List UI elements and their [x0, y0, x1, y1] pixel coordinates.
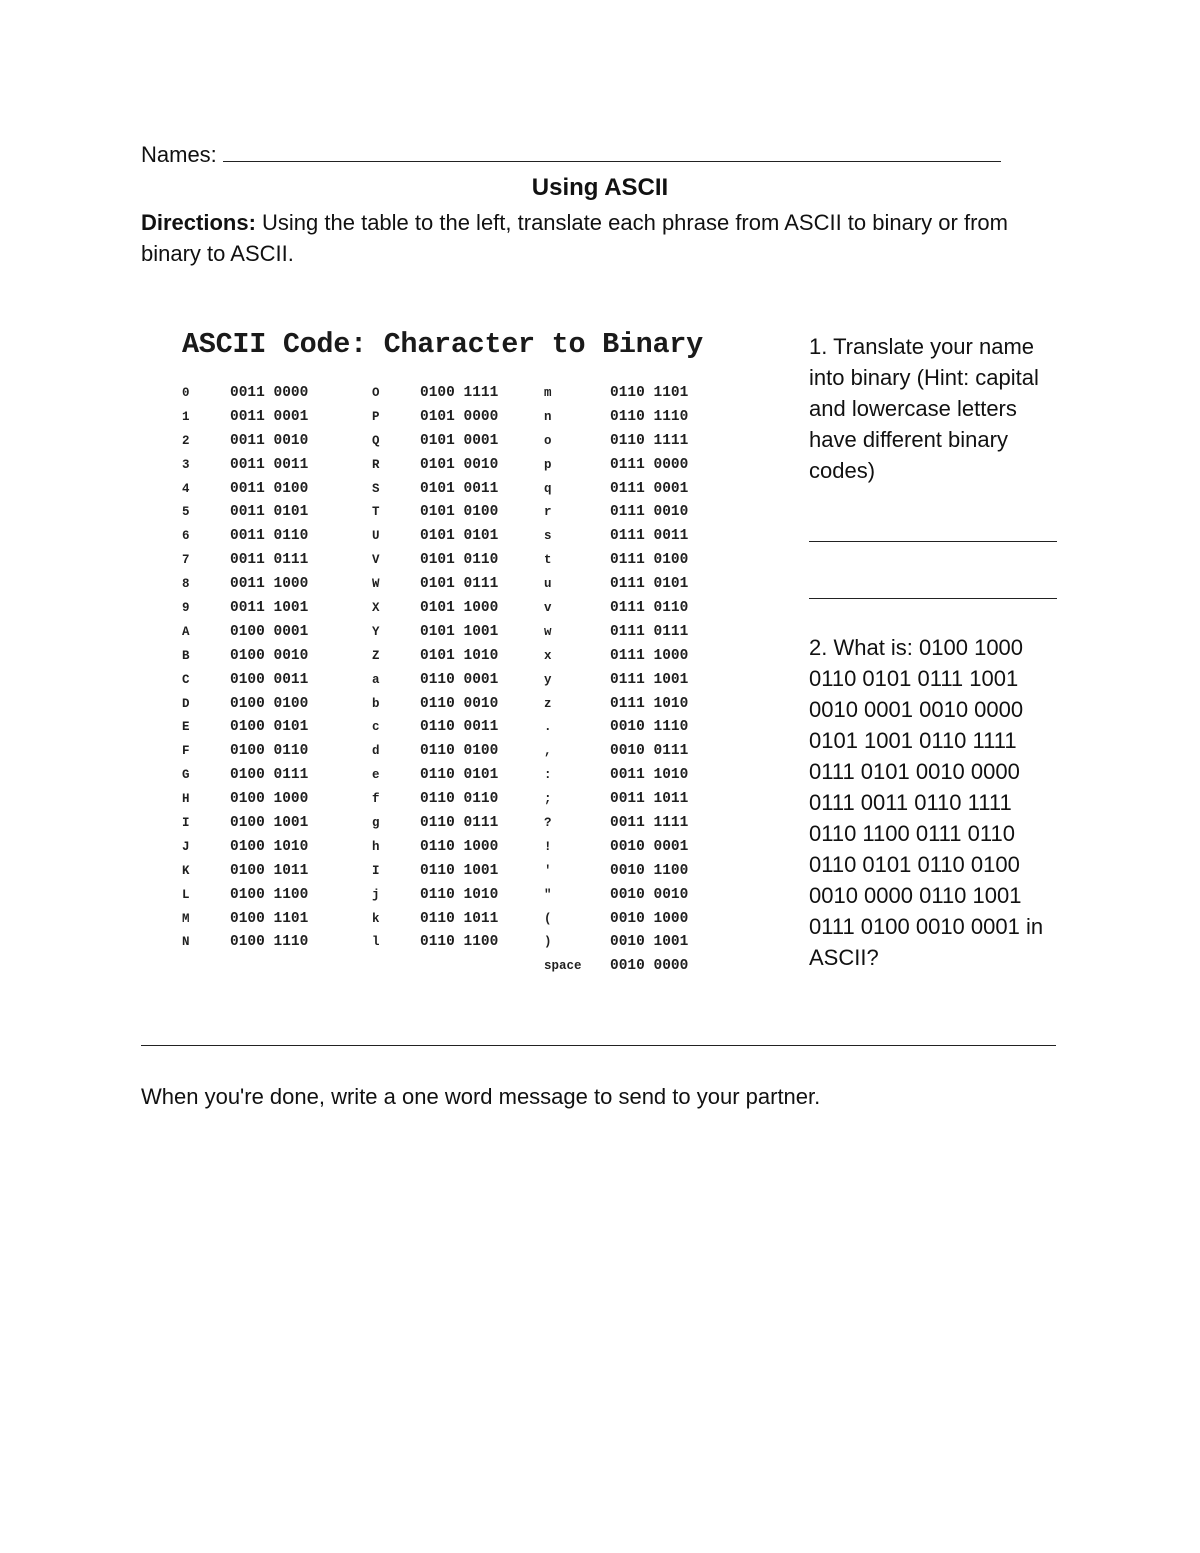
ascii-character: 6 — [182, 529, 190, 544]
ascii-binary-code: 0101 0000 — [420, 408, 499, 425]
ascii-character: y — [544, 672, 552, 687]
ascii-character: Y — [372, 624, 380, 639]
names-label: Names: — [141, 142, 217, 167]
ascii-binary-code: 0100 1011 — [230, 862, 309, 879]
ascii-binary-code: 0100 0011 — [230, 671, 309, 688]
ascii-binary-code: 0011 1010 — [610, 767, 689, 784]
ascii-character: L — [182, 887, 190, 902]
ascii-character: D — [182, 696, 190, 711]
ascii-character: ! — [544, 839, 552, 854]
ascii-character: 3 — [182, 457, 190, 472]
directions-label: Directions: — [141, 210, 256, 235]
ascii-binary-code: 0100 0001 — [230, 623, 309, 640]
ascii-character: H — [182, 792, 190, 807]
ascii-binary-code: 0110 1000 — [420, 838, 499, 855]
question-2: 2. What is: 0100 1000 0110 0101 0111 1001 0010 0001 0010 0000 0101 1001 0110 1111 0111 0101 0010 0000 0111 0011 0110 1111 0110 1100 0111 0110 0110 0101 0110 0100 0010 0000 0110 1001 0111 0100 0010 0001 in ASCII? — [809, 635, 1044, 970]
ascii-binary-code: 0100 0100 — [230, 695, 309, 712]
ascii-character: I — [372, 863, 380, 878]
ascii-character: q — [544, 481, 552, 496]
ascii-character: G — [182, 768, 190, 783]
ascii-binary-code: 0010 1100 — [610, 862, 689, 879]
ascii-binary-code: 0100 0101 — [230, 719, 309, 736]
ascii-binary-code: 0111 0111 — [610, 623, 689, 640]
ascii-character: h — [372, 839, 380, 854]
ascii-character: t — [544, 553, 552, 568]
ascii-character: O — [372, 386, 380, 400]
ascii-binary-code: 0110 1111 — [610, 432, 689, 449]
ascii-character: space — [544, 959, 582, 974]
ascii-binary-code: 0011 1011 — [610, 791, 689, 808]
ascii-binary-code: 0011 0011 — [230, 456, 309, 473]
ascii-binary-code: 0101 1000 — [420, 600, 499, 617]
ascii-character: 1 — [182, 409, 190, 424]
ascii-binary-code: 0110 0011 — [420, 719, 499, 736]
ascii-binary-code: 0101 0100 — [420, 504, 499, 521]
ascii-binary-code: 0111 0001 — [610, 480, 689, 497]
ascii-character: A — [182, 624, 190, 639]
ascii-character: r — [544, 505, 552, 520]
ascii-table-title: ASCII Code: Character to Binary — [182, 328, 703, 361]
ascii-binary-code: 0110 1001 — [420, 862, 499, 879]
ascii-character: B — [182, 648, 190, 663]
ascii-binary-code: 0101 0011 — [420, 480, 499, 497]
ascii-character: b — [372, 696, 380, 711]
ascii-character: x — [544, 648, 552, 663]
ascii-binary-code: 0011 0111 — [230, 552, 309, 569]
ascii-binary-code: 0110 1011 — [420, 910, 499, 927]
ascii-character: " — [544, 887, 552, 902]
ascii-character: P — [372, 409, 380, 424]
ascii-character: n — [544, 409, 552, 424]
ascii-binary-code: 0010 1000 — [610, 910, 689, 927]
directions-text: Using the table to the left, translate each phrase from ASCII to binary or from binary to ASCII. — [141, 210, 1008, 266]
ascii-binary-code: 0011 0100 — [230, 480, 309, 497]
ascii-binary-code: 0110 0010 — [420, 695, 499, 712]
ascii-character: ) — [544, 935, 552, 950]
ascii-binary-code: 0110 0110 — [420, 791, 499, 808]
names-field — [141, 140, 1001, 170]
directions — [141, 207, 1041, 269]
ascii-character: C — [182, 672, 190, 687]
ascii-character: c — [372, 720, 380, 735]
ascii-binary-code: 0101 0101 — [420, 528, 499, 545]
ascii-binary-code: 0010 0000 — [610, 958, 689, 975]
ascii-character: Z — [372, 648, 380, 663]
ascii-character: 5 — [182, 505, 190, 520]
answer-line-3[interactable] — [141, 1045, 1056, 1046]
ascii-character: M — [182, 911, 190, 926]
ascii-character: W — [372, 577, 380, 592]
ascii-character: d — [372, 744, 380, 759]
ascii-character: 8 — [182, 577, 190, 592]
ascii-binary-code: 0010 0111 — [610, 743, 689, 760]
ascii-binary-code: 0110 0100 — [420, 743, 499, 760]
ascii-binary-code: 0100 1010 — [230, 838, 309, 855]
ascii-binary-code: 0100 1101 — [230, 910, 309, 927]
ascii-character: 7 — [182, 553, 190, 568]
ascii-binary-code: 0100 1000 — [230, 791, 309, 808]
ascii-binary-code: 0010 1001 — [610, 934, 689, 951]
ascii-binary-code: 0011 0010 — [230, 432, 309, 449]
ascii-binary-code: 0111 1000 — [610, 647, 689, 664]
ascii-character: . — [544, 720, 552, 735]
ascii-binary-code: 0011 1000 — [230, 576, 309, 593]
ascii-character: J — [182, 839, 190, 854]
ascii-binary-code: 0101 1010 — [420, 647, 499, 664]
ascii-character: ' — [544, 863, 552, 878]
ascii-character: k — [372, 911, 380, 926]
ascii-binary-code: 0011 1001 — [230, 600, 309, 617]
ascii-binary-code: 0011 0000 — [230, 385, 309, 401]
ascii-binary-code: 0100 0010 — [230, 647, 309, 664]
ascii-character: S — [372, 481, 380, 496]
ascii-binary-code: 0010 0001 — [610, 838, 689, 855]
ascii-character: E — [182, 720, 190, 735]
ascii-binary-code: 0100 1111 — [420, 385, 499, 401]
ascii-binary-code: 0100 1110 — [230, 934, 309, 951]
ascii-character: u — [544, 577, 552, 592]
ascii-binary-code: 0110 0001 — [420, 671, 499, 688]
ascii-character: I — [182, 816, 190, 831]
ascii-character: p — [544, 457, 552, 472]
ascii-binary-code: 0110 1100 — [420, 934, 499, 951]
ascii-character: z — [544, 696, 552, 711]
ascii-binary-code: 0010 0010 — [610, 886, 689, 903]
ascii-binary-code: 0111 0110 — [610, 600, 689, 617]
ascii-binary-code: 0110 0101 — [420, 767, 499, 784]
answer-line-1[interactable] — [809, 541, 1057, 542]
ascii-binary-code: 0111 0010 — [610, 504, 689, 521]
ascii-binary-code: 0110 0111 — [420, 815, 499, 832]
ascii-character: m — [544, 386, 552, 400]
ascii-character: 4 — [182, 481, 190, 496]
ascii-binary-code: 0111 1001 — [610, 671, 689, 688]
ascii-character: w — [544, 624, 552, 639]
ascii-binary-code: 0010 1110 — [610, 719, 689, 736]
ascii-binary-code: 0111 0000 — [610, 456, 689, 473]
ascii-character: V — [372, 553, 380, 568]
ascii-character: f — [372, 792, 380, 807]
ascii-character: X — [372, 601, 380, 616]
ascii-character: g — [372, 816, 380, 831]
ascii-character: a — [372, 672, 380, 687]
ascii-character: 2 — [182, 433, 190, 448]
ascii-character: s — [544, 529, 552, 544]
ascii-binary-code: 0100 1001 — [230, 815, 309, 832]
ascii-binary-code: 0011 1111 — [610, 815, 689, 832]
ascii-binary-code: 0100 0111 — [230, 767, 309, 784]
ascii-binary-code: 0111 1010 — [610, 695, 689, 712]
ascii-character: v — [544, 601, 552, 616]
ascii-character: l — [372, 935, 380, 950]
ascii-binary-code: 0100 1100 — [230, 886, 309, 903]
ascii-character: , — [544, 744, 552, 759]
ascii-character: F — [182, 744, 190, 759]
answer-line-2[interactable] — [809, 598, 1057, 599]
ascii-binary-code: 0110 1101 — [610, 385, 689, 401]
ascii-character: o — [544, 433, 552, 448]
ascii-character: ? — [544, 816, 552, 831]
ascii-character: j — [372, 887, 380, 902]
ascii-character: T — [372, 505, 380, 520]
ascii-character: R — [372, 457, 380, 472]
ascii-character: ; — [544, 792, 552, 807]
ascii-table — [0, 383, 780, 983]
ascii-binary-code: 0110 1010 — [420, 886, 499, 903]
ascii-binary-code: 0011 0101 — [230, 504, 309, 521]
ascii-character: e — [372, 768, 380, 783]
closing-instruction: When you're done, write a one word message to send to your partner. — [141, 1084, 821, 1109]
ascii-binary-code: 0110 1110 — [610, 408, 689, 425]
ascii-character: 0 — [182, 386, 190, 400]
ascii-binary-code: 0111 0100 — [610, 552, 689, 569]
page-title: Using ASCII — [531, 174, 669, 201]
ascii-character: N — [182, 935, 190, 950]
ascii-binary-code: 0111 0011 — [610, 528, 689, 545]
ascii-binary-code: 0101 0110 — [420, 552, 499, 569]
ascii-character: Q — [372, 433, 380, 448]
ascii-binary-code: 0101 0001 — [420, 432, 499, 449]
ascii-binary-code: 0101 0111 — [420, 576, 499, 593]
ascii-binary-code: 0011 0001 — [230, 408, 309, 425]
ascii-binary-code: 0111 0101 — [610, 576, 689, 593]
ascii-character: U — [372, 529, 380, 544]
ascii-binary-code: 0101 1001 — [420, 623, 499, 640]
question-1: 1. Translate your name into binary (Hint: capital and lowercase letters have different binary codes) — [809, 334, 1039, 483]
ascii-character: K — [182, 863, 190, 878]
ascii-binary-code: 0101 0010 — [420, 456, 499, 473]
ascii-binary-code: 0011 0110 — [230, 528, 309, 545]
ascii-character: 9 — [182, 601, 190, 616]
ascii-character: ( — [544, 911, 552, 926]
names-blank-line[interactable] — [223, 141, 1001, 162]
ascii-character: : — [544, 768, 552, 783]
ascii-binary-code: 0100 0110 — [230, 743, 309, 760]
